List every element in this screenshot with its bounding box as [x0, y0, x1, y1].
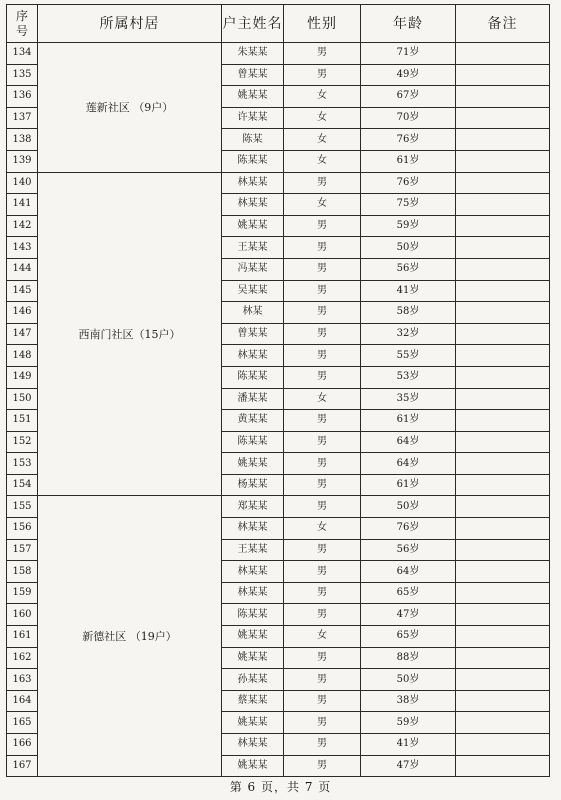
row-number: 167 — [7, 755, 38, 777]
row-number: 165 — [7, 712, 38, 734]
note-cell — [456, 669, 550, 691]
note-cell — [456, 172, 550, 194]
owner-name: 林某某 — [222, 561, 284, 583]
note-cell — [456, 582, 550, 604]
row-number: 151 — [7, 410, 38, 432]
owner-name: 姚某某 — [222, 453, 284, 475]
gender-cell: 男 — [284, 172, 361, 194]
row-number: 166 — [7, 734, 38, 756]
row-number: 157 — [7, 539, 38, 561]
row-number: 144 — [7, 258, 38, 280]
note-cell — [456, 690, 550, 712]
gender-cell: 男 — [284, 669, 361, 691]
header-seq-line1: 序 — [15, 8, 28, 23]
owner-name: 姚某某 — [222, 86, 284, 108]
age-cell: 56岁 — [361, 258, 456, 280]
row-number: 140 — [7, 172, 38, 194]
age-cell: 76岁 — [361, 172, 456, 194]
page-footer: 第 6 页，共 7 页 — [229, 780, 332, 794]
owner-name: 朱某某 — [222, 43, 284, 65]
gender-cell: 男 — [284, 366, 361, 388]
note-cell — [456, 561, 550, 583]
row-number: 146 — [7, 302, 38, 324]
owner-name: 姚某某 — [222, 626, 284, 648]
row-number: 143 — [7, 237, 38, 259]
gender-cell: 男 — [284, 323, 361, 345]
row-number: 155 — [7, 496, 38, 518]
age-cell: 41岁 — [361, 734, 456, 756]
header-gender: 性别 — [284, 5, 361, 43]
age-cell: 56岁 — [361, 539, 456, 561]
note-cell — [456, 496, 550, 518]
age-cell: 61岁 — [361, 474, 456, 496]
row-number: 141 — [7, 194, 38, 216]
age-cell: 65岁 — [361, 582, 456, 604]
note-cell — [456, 539, 550, 561]
owner-name: 林某某 — [222, 734, 284, 756]
table-row — [7, 172, 550, 194]
header-owner-name: 户主姓名 — [222, 5, 284, 43]
gender-cell: 男 — [284, 647, 361, 669]
owner-name: 吴某某 — [222, 280, 284, 302]
row-number: 158 — [7, 561, 38, 583]
gender-cell: 男 — [284, 345, 361, 367]
note-cell — [456, 431, 550, 453]
row-number: 154 — [7, 474, 38, 496]
note-cell — [456, 86, 550, 108]
gender-cell: 男 — [284, 302, 361, 324]
owner-name: 蔡某某 — [222, 690, 284, 712]
gender-cell: 男 — [284, 431, 361, 453]
note-cell — [456, 129, 550, 151]
village-cell: 新德社区 （19户） — [38, 496, 222, 777]
age-cell: 35岁 — [361, 388, 456, 410]
owner-name: 杨某某 — [222, 474, 284, 496]
gender-cell: 男 — [284, 215, 361, 237]
row-number: 159 — [7, 582, 38, 604]
age-cell: 32岁 — [361, 323, 456, 345]
row-number: 136 — [7, 86, 38, 108]
gender-cell: 男 — [284, 453, 361, 475]
owner-name: 姚某某 — [222, 215, 284, 237]
table-row — [7, 496, 550, 518]
owner-name: 王某某 — [222, 237, 284, 259]
gender-cell: 女 — [284, 388, 361, 410]
gender-cell: 男 — [284, 734, 361, 756]
age-cell: 50岁 — [361, 496, 456, 518]
village-cell: 莲新社区 （9户） — [38, 43, 222, 173]
owner-name: 林某 — [222, 302, 284, 324]
row-number: 152 — [7, 431, 38, 453]
age-cell: 70岁 — [361, 107, 456, 129]
gender-cell: 男 — [284, 561, 361, 583]
owner-name: 许某某 — [222, 107, 284, 129]
owner-name: 陈某某 — [222, 604, 284, 626]
table-row — [7, 43, 550, 65]
note-cell — [456, 64, 550, 86]
note-cell — [456, 518, 550, 540]
gender-cell: 女 — [284, 86, 361, 108]
age-cell: 49岁 — [361, 64, 456, 86]
age-cell: 50岁 — [361, 237, 456, 259]
note-cell — [456, 280, 550, 302]
row-number: 135 — [7, 64, 38, 86]
gender-cell: 男 — [284, 604, 361, 626]
age-cell: 64岁 — [361, 561, 456, 583]
gender-cell: 男 — [284, 582, 361, 604]
age-cell: 59岁 — [361, 215, 456, 237]
owner-name: 林某某 — [222, 172, 284, 194]
note-cell — [456, 258, 550, 280]
gender-cell: 女 — [284, 518, 361, 540]
owner-name: 曾某某 — [222, 64, 284, 86]
owner-name: 林某某 — [222, 518, 284, 540]
owner-name: 陈某某 — [222, 431, 284, 453]
gender-cell: 男 — [284, 496, 361, 518]
header-seq — [7, 5, 38, 43]
row-number: 153 — [7, 453, 38, 475]
note-cell — [456, 237, 550, 259]
gender-cell: 男 — [284, 258, 361, 280]
note-cell — [456, 410, 550, 432]
owner-name: 陈某某 — [222, 150, 284, 172]
gender-cell: 男 — [284, 690, 361, 712]
gender-cell: 女 — [284, 129, 361, 151]
row-number: 162 — [7, 647, 38, 669]
note-cell — [456, 43, 550, 65]
age-cell: 47岁 — [361, 755, 456, 777]
row-number: 164 — [7, 690, 38, 712]
age-cell: 38岁 — [361, 690, 456, 712]
note-cell — [456, 323, 550, 345]
owner-name: 陈某 — [222, 129, 284, 151]
age-cell: 67岁 — [361, 86, 456, 108]
owner-name: 郑某某 — [222, 496, 284, 518]
row-number: 137 — [7, 107, 38, 129]
owner-name: 冯某某 — [222, 258, 284, 280]
gender-cell: 男 — [284, 755, 361, 777]
age-cell: 53岁 — [361, 366, 456, 388]
age-cell: 47岁 — [361, 604, 456, 626]
gender-cell: 男 — [284, 539, 361, 561]
note-cell — [456, 107, 550, 129]
note-cell — [456, 712, 550, 734]
table-body — [7, 43, 550, 777]
age-cell: 64岁 — [361, 431, 456, 453]
row-number: 156 — [7, 518, 38, 540]
row-number: 134 — [7, 43, 38, 65]
age-cell: 64岁 — [361, 453, 456, 475]
gender-cell: 女 — [284, 150, 361, 172]
row-number: 147 — [7, 323, 38, 345]
owner-name: 陈某某 — [222, 366, 284, 388]
note-cell — [456, 388, 550, 410]
row-number: 149 — [7, 366, 38, 388]
note-cell — [456, 150, 550, 172]
row-number: 150 — [7, 388, 38, 410]
row-number: 160 — [7, 604, 38, 626]
table-header — [7, 5, 550, 43]
row-number: 148 — [7, 345, 38, 367]
note-cell — [456, 474, 550, 496]
note-cell — [456, 302, 550, 324]
age-cell: 76岁 — [361, 518, 456, 540]
row-number: 139 — [7, 150, 38, 172]
row-number: 161 — [7, 626, 38, 648]
age-cell: 58岁 — [361, 302, 456, 324]
household-table — [6, 4, 550, 777]
owner-name: 孙某某 — [222, 669, 284, 691]
age-cell: 88岁 — [361, 647, 456, 669]
age-cell: 61岁 — [361, 150, 456, 172]
note-cell — [456, 604, 550, 626]
note-cell — [456, 734, 550, 756]
gender-cell: 女 — [284, 626, 361, 648]
age-cell: 75岁 — [361, 194, 456, 216]
owner-name: 姚某某 — [222, 647, 284, 669]
village-cell: 西南门社区（15户） — [38, 172, 222, 496]
age-cell: 76岁 — [361, 129, 456, 151]
row-number: 138 — [7, 129, 38, 151]
gender-cell: 男 — [284, 474, 361, 496]
note-cell — [456, 345, 550, 367]
note-cell — [456, 755, 550, 777]
age-cell: 55岁 — [361, 345, 456, 367]
gender-cell: 男 — [284, 712, 361, 734]
gender-cell: 男 — [284, 237, 361, 259]
note-cell — [456, 366, 550, 388]
owner-name: 潘某某 — [222, 388, 284, 410]
owner-name: 林某某 — [222, 194, 284, 216]
owner-name: 姚某某 — [222, 712, 284, 734]
owner-name: 林某某 — [222, 345, 284, 367]
owner-name: 曾某某 — [222, 323, 284, 345]
owner-name: 王某某 — [222, 539, 284, 561]
note-cell — [456, 453, 550, 475]
age-cell: 50岁 — [361, 669, 456, 691]
owner-name: 林某某 — [222, 582, 284, 604]
age-cell: 65岁 — [361, 626, 456, 648]
gender-cell: 女 — [284, 107, 361, 129]
row-number: 163 — [7, 669, 38, 691]
age-cell: 59岁 — [361, 712, 456, 734]
gender-cell: 男 — [284, 280, 361, 302]
header-seq-line2: 号 — [15, 23, 28, 38]
owner-name: 姚某某 — [222, 755, 284, 777]
gender-cell: 女 — [284, 194, 361, 216]
gender-cell: 男 — [284, 43, 361, 65]
age-cell: 41岁 — [361, 280, 456, 302]
age-cell: 71岁 — [361, 43, 456, 65]
gender-cell: 男 — [284, 410, 361, 432]
owner-name: 黄某某 — [222, 410, 284, 432]
age-cell: 61岁 — [361, 410, 456, 432]
note-cell — [456, 626, 550, 648]
header-note: 备注 — [456, 5, 550, 43]
gender-cell: 男 — [284, 64, 361, 86]
note-cell — [456, 647, 550, 669]
row-number: 145 — [7, 280, 38, 302]
note-cell — [456, 194, 550, 216]
row-number: 142 — [7, 215, 38, 237]
header-age: 年龄 — [361, 5, 456, 43]
header-village: 所属村居 — [38, 5, 222, 43]
note-cell — [456, 215, 550, 237]
